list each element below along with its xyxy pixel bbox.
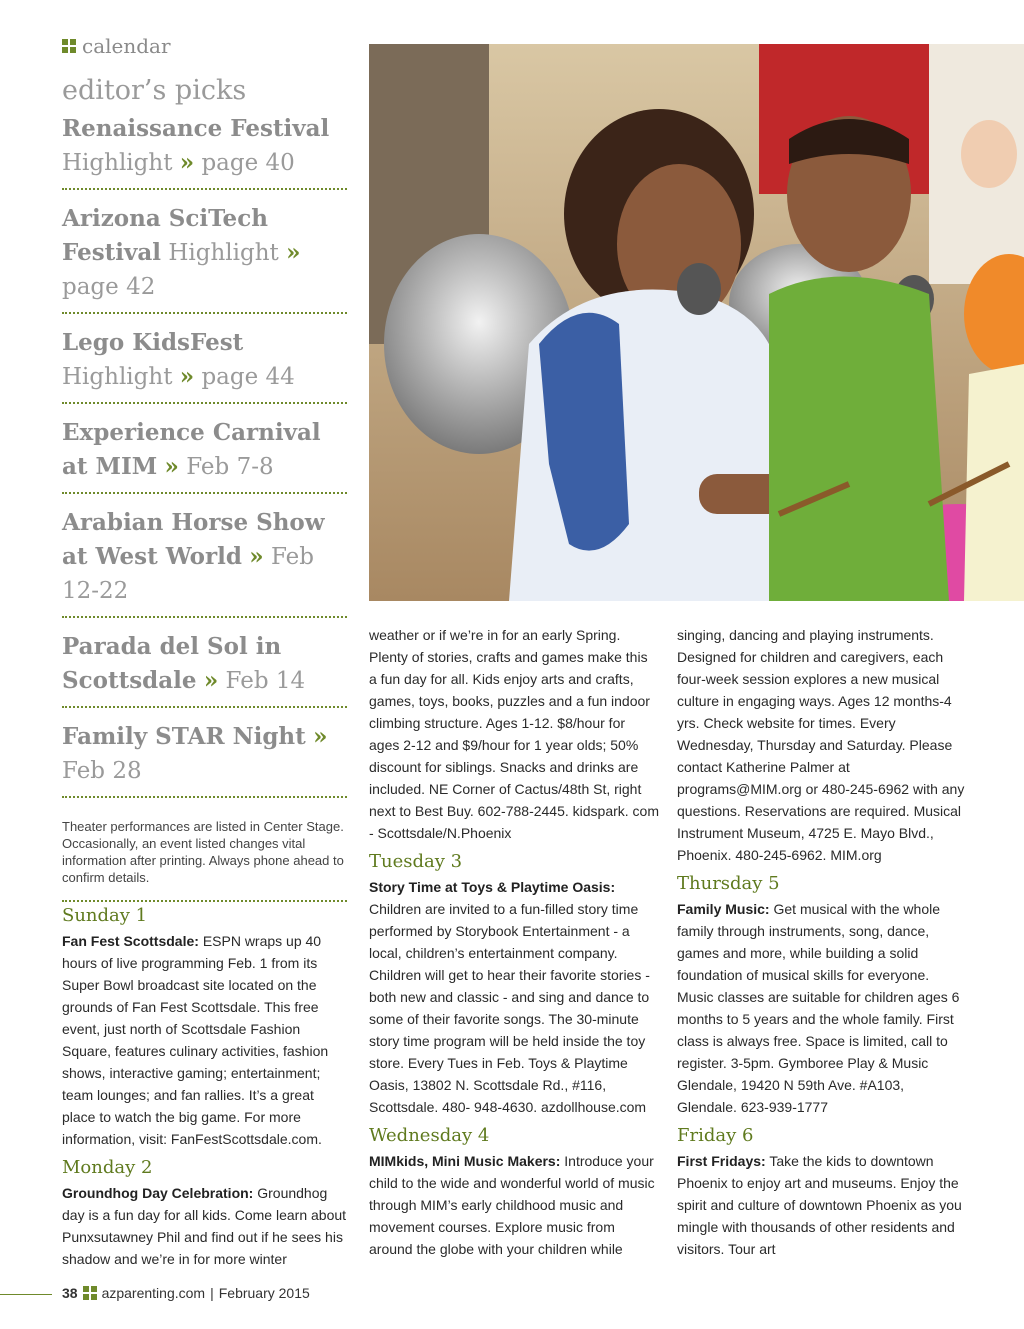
double-chevron-icon: » [203,667,219,694]
event-title: Fan Fest Scottsdale: [62,933,199,949]
calendar-column-3 [677,624,967,1260]
square-grid-icon [83,1286,97,1300]
event-title: Story Time at Toys & Playtime Oasis: [369,879,616,895]
event-entry [369,1150,659,1260]
square-grid-icon [62,39,76,53]
editors-picks [62,74,347,902]
footer-separator: | [210,1285,214,1301]
day-heading: Tuesday 3 [369,851,463,872]
event-body: Introduce your child to the wide and wonderful world of music through MIM’s early childhood music and movement courses. Explore music from around the globe with your children while [369,1153,655,1257]
event-body: Children are invited to a fun-filled story time performed by Storybook Entertainment - a local, children’s entertainment company. Children will get to hear their favorite stories - both new and classic - and sing and dance to some of their favorite songs. The 30-minute story time program will be held inside the toy store. Every Tues in Feb. Toys & Playtime Oasis, 13802 N. Scottsdale Rd., #116, Scottsdale. 480- 948-4630. azdollhouse.com [369,901,650,1115]
double-chevron-icon: » [164,453,179,480]
day-heading: Friday 6 [677,1125,754,1146]
event-entry [62,1182,347,1270]
event-body: Groundhog day is a fun day for all kids. Come learn about Punxsutawney Phil and find out if he sees his shadow and we’re in for more winter [62,1185,347,1267]
calendar-column-1 [62,898,347,1270]
page-footer [62,1285,310,1301]
double-chevron-icon: » [179,363,195,390]
event-title: Family Music: [677,901,770,917]
event-continued: weather or if we’re in for an early Spring. Plenty of stories, crafts and games make this a fun day for all. Kids enjoy arts and crafts, games, toys, books, puzzles and a fun indoor climbing structure. Ages 1-12. $8/hour for ages 2-12 and $9/hour for 1 year olds; 50% discount for siblings. Snacks and drinks are included. NE Corner of Cactus/48th St, right next to Best Buy. 602-788-2445. kidspark. com - Scottsdale/N.Phoenix [369,627,660,841]
event-entry [62,930,347,1150]
day-heading: Thursday 5 [677,873,780,894]
pick-item: Family STAR Night » Feb 28 [62,718,347,798]
pick-item: Experience Carnival at MIM » Feb 7-8 [62,414,347,494]
event-body: ESPN wraps up 40 hours of live programming Feb. 1 from its Super Bowl broadcast site located on the grounds of Fan Fest Scottsdale. This free event, just north of Scottsdale Fashion Square, features culinary activities, fashion shows, interactive gaming; entertainment; team lounges; and fan rallies. It’s a great place to watch the big game. For more information, visit: FanFestScottsdale.com. [62,933,329,1147]
day-heading: Sunday 1 [62,905,148,926]
event-continued: singing, dancing and playing instruments. Designed for children and caregivers, each four-week session explores a new musical culture in engaging ways. Ages 12 months-4 yrs. Check website for times. Every Wednesday, Thursday and Saturday. Please contact Katherine Palmer at programs@MIM.org or 480-245-6962 with any questions. Reservations are required. Musical Instrument Museum, 4725 E. Mayo Blvd., Phoenix. 480-245-6962. MIM.org [677,627,965,863]
event-title: First Fridays: [677,1153,766,1169]
day-heading: Monday 2 [62,1157,153,1178]
pick-item: Arizona SciTech Festival Highlight » page 42 [62,200,347,314]
event-entry [677,898,967,1118]
pick-item: Parada del Sol in Scottsdale » Feb 14 [62,628,347,708]
pick-item: Arabian Horse Show at West World » Feb 12-22 [62,504,347,618]
event-body: Get musical with the whole family through instruments, song, dance, games and more, while building a solid foundation of musical skills for everyone. Music classes are suitable for children ages 6 months to 5 years and the whole family. First class is always free. Space is limited, call to register. 3-5pm. Gymboree Play & Music Glendale, 19420 N 59th Ave. #A103, Glendale. 623-939-1777 [677,901,960,1115]
disclaimer-note: Theater performances are listed in Center Stage. Occasionally, an event listed changes vital information after printing. Always phone ahead to confirm details. [62,808,347,902]
footer-rule [0,1294,52,1295]
picks-title: editor’s picks [62,75,247,106]
section-header [62,34,171,58]
page-number: 38 [62,1285,78,1301]
event-title: MIMkids, Mini Music Makers: [369,1153,561,1169]
double-chevron-icon: » [313,723,328,750]
double-chevron-icon: » [249,543,264,570]
day-heading: Wednesday 4 [369,1125,490,1146]
double-chevron-icon: » [179,149,195,176]
event-entry [369,876,659,1118]
pick-item: Lego KidsFest Highlight » page 44 [62,324,347,404]
section-label: calendar [82,34,171,58]
footer-site: azparenting.com [101,1285,206,1301]
event-title: Groundhog Day Celebration: [62,1185,254,1201]
footer-issue: February 2015 [218,1285,310,1301]
pick-item: Renaissance Festival Highlight » page 40 [62,110,347,190]
calendar-column-2 [369,624,659,1260]
double-chevron-icon: » [286,239,301,266]
photo-illustration [369,44,1024,601]
event-body: Take the kids to downtown Phoenix to enjoy art and museums. Enjoy the spirit and culture of downtown Phoenix as you mingle with thousands of other residents and visitors. Tour art [677,1153,962,1257]
event-entry [677,1150,967,1260]
kids-steel-drum-photo [369,44,1024,601]
